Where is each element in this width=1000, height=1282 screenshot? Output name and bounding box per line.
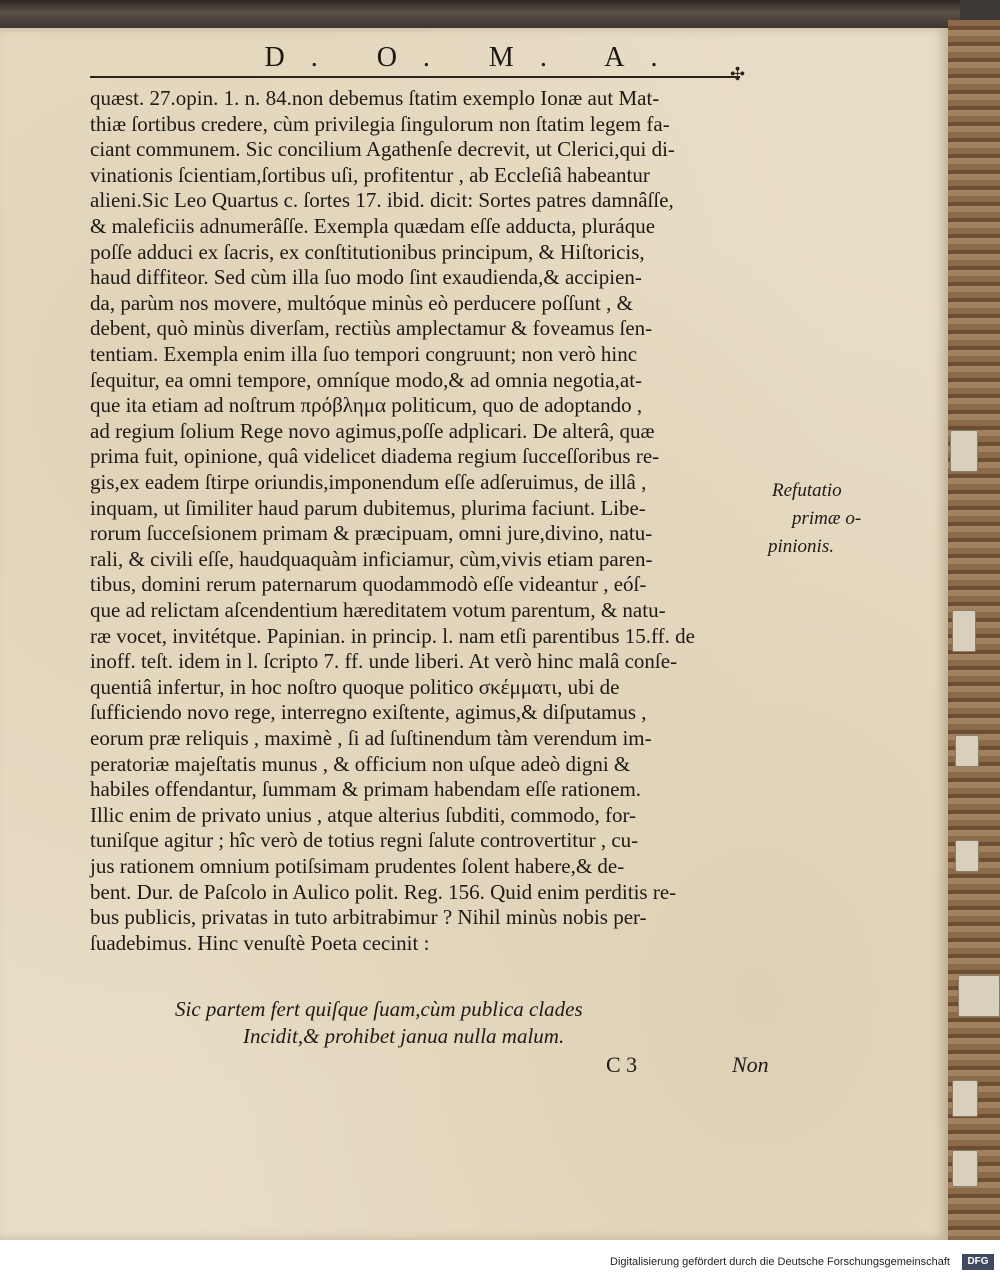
- page-tab: [955, 840, 979, 872]
- page-tab: [958, 975, 1000, 1017]
- text-line: rali, & civili eſſe, haudquaquàm inficiamur, cùm,vivis etiam paren-: [90, 546, 653, 571]
- text-line: gis,ex eadem ſtirpe oriundis,imponendum eſſe adſeruimus, de illâ ,: [90, 470, 647, 494]
- catchword: Non: [732, 1052, 769, 1077]
- text-line: que ita etiam ad noſtrum πρόβλημα politicum, quo de adoptando ,: [90, 393, 643, 418]
- text-line: tibus, domini rerum paternarum quodammodò eſſe videantur , eóſ-: [90, 572, 647, 597]
- text-line: thiæ ſortibus credere, cùm privilegia ſingulorum non ſtatim legem fa-: [90, 111, 670, 136]
- verse-line: Sic partem fert quiſque ſuam,cùm publica clades: [175, 997, 583, 1021]
- verse-line: Incidit,& prohibet janua nulla malum.: [243, 1024, 565, 1048]
- text-line: alieni.Sic Leo Quartus c. ſortes 17. ibid. dicit: Sortes patres damnâſſe,: [90, 188, 674, 213]
- text-line: ſuadebimus. Hinc venuſtè Poeta cecinit :: [90, 930, 430, 955]
- text-line: poſſe adduci ex ſacris, ex conſtitutionibus principum, & Hiſtoricis,: [90, 239, 645, 264]
- text-line: rorum ſucceſsionem primam & præcipuam, omni jure,divino, natu-: [90, 521, 653, 546]
- book-top-edge: [0, 0, 960, 30]
- dfg-logo: DFG: [962, 1254, 994, 1270]
- text-line: habiles offendantur, ſummam & primam habendam eſſe rationem.: [90, 777, 642, 802]
- text-line: & maleficiis adnumerâſſe. Exempla quædam eſſe adducta, pluráque: [90, 214, 656, 238]
- text-line: haud diffiteor. Sed cùm illa ſuo modo ſint exaudienda,& accipien-: [90, 265, 642, 290]
- text-line: tuniſque agitur ; hîc verò de totius regni ſalute controvertitur , cu-: [90, 828, 639, 853]
- text-line: que ad relictam aſcendentium hæreditatem votum parentum, & natu-: [90, 598, 666, 622]
- text-line: ad regium ſolium Rege novo agimus,poſſe adplicari. De alterâ, quæ: [90, 418, 655, 443]
- text-line: quentiâ infertur, in hoc noſtro quoque politico σκέμματι, ubi de: [90, 674, 620, 699]
- rule-ornament: ✣: [730, 64, 746, 84]
- page-tab: [955, 735, 979, 767]
- text-line: ſufficiendo novo rege, interregno exiſtente, agimus,& diſputamus ,: [90, 700, 647, 725]
- text-line: prima fuit, opinione, quâ videlicet diadema regium ſucceſſoribus re-: [90, 444, 660, 469]
- text-line: bent. Dur. de Paſcolo in Aulico polit. Reg. 156. Quid enim perditis re-: [90, 879, 677, 904]
- text-line: eorum præ reliquis , maximè , ſi ad ſuſtinendum tàm verendum im-: [90, 726, 652, 750]
- text-line: inoff. teſt. idem in l. ſcripto 7. ff. unde liberi. At verò hinc malâ conſe-: [90, 649, 678, 674]
- page-tab: [952, 1080, 978, 1117]
- text-line: ſequitur, ea omni tempore, omníque modo,& ad omnia negotia,at-: [90, 367, 643, 392]
- page-tab: [952, 1150, 978, 1187]
- margin-note-line: primæ o-: [792, 508, 862, 529]
- running-header: D. O. M. A.: [264, 42, 684, 73]
- text-line: Illic enim de privato unius , atque alterius ſubditi, commodo, for-: [90, 802, 637, 827]
- margin-note-line: pinionis.: [768, 536, 834, 557]
- text-line: jus rationem omnium potiſsimam prudentes ſolent habere,& de-: [90, 854, 625, 878]
- page-tab: [952, 610, 976, 652]
- funding-credit: Digitalisierung gefördert durch die Deutsche Forschungsgemeinschaft: [610, 1256, 950, 1268]
- margin-note-line: Refutatio: [772, 480, 842, 501]
- text-line: vinationis ſcientiam,ſortibus uſi, profitentur , ab Eccleſiâ habeantur: [90, 162, 650, 187]
- text-line: tentiam. Exempla enim illa ſuo tempori congruunt; non verò hinc: [90, 342, 638, 366]
- text-line: inquam, ut ſimiliter haud parum dubitemus, plurima faciunt. Libe-: [90, 495, 646, 520]
- text-line: ciant communem. Sic concilium Agathenſe decrevit, ut Clerici,qui di-: [90, 137, 675, 162]
- text-line: da, parùm nos movere, multóque minùs eò perducere poſſunt , &: [90, 290, 633, 315]
- header-rule: [90, 76, 740, 78]
- text-line: ræ vocet, invitétque. Papinian. in princip. l. nam etſi parentibus 15.ff. de: [90, 623, 695, 648]
- text-line: quæst. 27.opin. 1. n. 84.non debemus ſtatim exemplo Ionæ aut Mat-: [90, 86, 660, 110]
- page-tab: [950, 430, 978, 472]
- signature-mark: C 3: [606, 1052, 638, 1077]
- text-line: peratoriæ majeſtatis munus , & officium non uſque adeò digni &: [90, 751, 631, 776]
- text-line: bus publicis, privatas in tuto arbitrabimur ? Nihil minùs nobis per-: [90, 905, 647, 930]
- text-line: debent, quò minùs diverſam, rectiùs amplectamur & foveamus ſen-: [90, 316, 653, 341]
